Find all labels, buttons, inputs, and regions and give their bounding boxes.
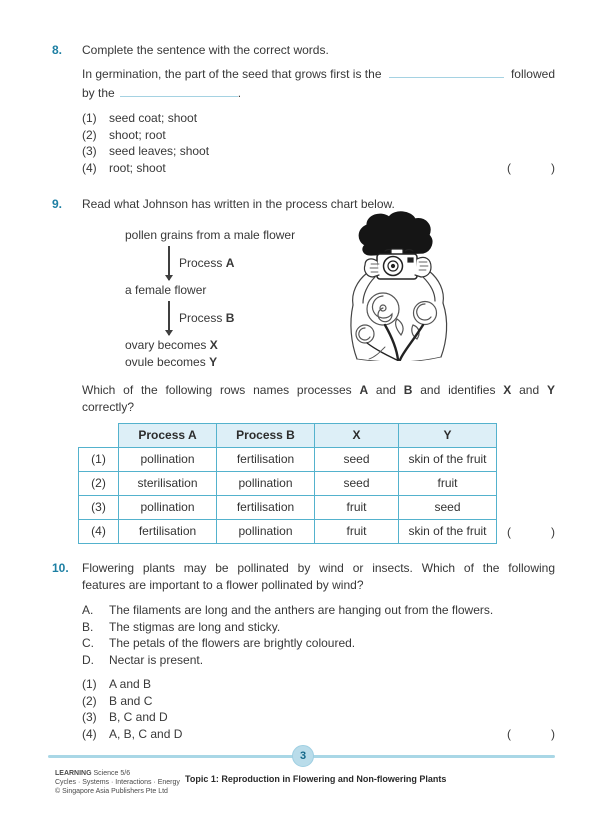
option-label: (1) [82, 677, 97, 691]
statement-text: Nectar is present. [109, 652, 204, 667]
option-row [82, 110, 555, 127]
copyright: © Singapore Asia Publishers Pte Ltd [55, 788, 168, 795]
cell-x: seed [315, 448, 399, 472]
col-header-process-b: Process B [217, 424, 315, 448]
option-row [82, 726, 555, 743]
question-10-prompt-line-2: features are important to a flower pollinated by wind? [82, 578, 364, 592]
option-label: (2) [82, 127, 97, 142]
option-text: A, B, C and D [109, 726, 183, 741]
cell-y: fruit [399, 472, 497, 496]
option-text: seed leaves; shoot [109, 144, 210, 158]
camera [377, 249, 417, 279]
option-row [82, 709, 555, 726]
page-content [52, 42, 555, 742]
question-8-sentence [82, 66, 555, 102]
col-header-process-a: Process A [119, 424, 217, 448]
option-label: (3) [82, 710, 97, 724]
option-row [82, 693, 555, 710]
question-8-number: 8. [52, 43, 63, 57]
statement-text: The petals of the flowers are brightly coloured. [109, 636, 356, 650]
cell-y: skin of the fruit [399, 520, 497, 544]
sentence-part3: by the [82, 86, 115, 100]
option-text: A and B [109, 677, 152, 691]
question-8-prompt: Complete the sentence with the correct words. [82, 43, 329, 57]
table-row [79, 448, 497, 472]
question-8-options [82, 110, 555, 176]
sentence-part1: In germination, the part of the seed that grows first is the [82, 67, 382, 81]
down-arrow-icon [168, 301, 170, 335]
question-10 [52, 560, 555, 742]
cell-process-a: fertilisation [119, 520, 217, 544]
question-9-line-2: correctly? [82, 400, 135, 414]
question-9-number: 9. [52, 197, 63, 211]
question-9-line-1: Which of the following rows names processes A and B and identifies X and Y [82, 383, 555, 397]
cell-process-a: sterilisation [119, 472, 217, 496]
flow-result-y: ovule becomes Y [125, 355, 218, 369]
row-number: (3) [79, 496, 119, 520]
question-10-options [82, 676, 555, 742]
series-title: LEARNING Science 5/6 [55, 770, 131, 777]
option-label: (3) [82, 144, 97, 158]
option-label: (4) [82, 160, 97, 175]
flow-step-1: pollen grains from a male flower [125, 228, 296, 242]
answer-table [78, 423, 497, 544]
option-text: B and C [109, 693, 153, 708]
option-text: B, C and D [109, 710, 168, 724]
option-text: seed coat; shoot [109, 111, 198, 125]
option-label: (2) [82, 693, 97, 708]
cell-x: fruit [315, 520, 399, 544]
answer-bracket[interactable]: ( ) [507, 160, 555, 175]
table-header-row [79, 424, 497, 448]
question-8-body [82, 42, 555, 176]
statement-label: B. [82, 619, 94, 634]
question-10-number: 10. [52, 561, 69, 575]
sentence-line-2 [82, 83, 555, 102]
question-9-body [82, 196, 555, 544]
statement-label: D. [82, 652, 94, 667]
flow-result-x: ovary becomes X [125, 338, 218, 352]
flow-step-2: a female flower [125, 283, 207, 297]
process-b-label: Process B [179, 310, 235, 325]
option-row [82, 127, 555, 144]
option-row [82, 143, 555, 160]
option-row [82, 160, 555, 177]
statement-row [82, 635, 555, 652]
footer-publisher-block [55, 769, 180, 796]
row-number: (1) [79, 448, 119, 472]
cell-y: skin of the fruit [399, 448, 497, 472]
statement-text: The stigmas are long and sticky. [109, 619, 281, 634]
sentence-part2: followed [510, 67, 555, 81]
row-number: (2) [79, 472, 119, 496]
footer-topic: Topic 1: Reproduction in Flowering and Non-flowering Plants [185, 774, 447, 784]
table-row [79, 520, 497, 544]
statement-label: C. [82, 636, 94, 650]
cell-x: fruit [315, 496, 399, 520]
cell-process-a: pollination [119, 448, 217, 472]
series-tagline: Cycles · Systems · Interactions · Energy [55, 779, 180, 786]
question-10-prompt-line-1: Flowering plants may be pollinated by wind or insects. Which of the following [82, 561, 555, 575]
option-row [82, 676, 555, 693]
answer-blank-1[interactable] [389, 66, 504, 78]
row-number: (4) [79, 520, 119, 544]
cell-process-b: pollination [217, 520, 315, 544]
cell-y: seed [399, 496, 497, 520]
question-8 [52, 42, 555, 176]
table-corner-cell [79, 424, 119, 448]
process-a-label: Process A [179, 255, 235, 270]
option-label: (4) [82, 726, 97, 741]
answer-table-wrap [82, 423, 555, 544]
question-9-prompt: Read what Johnson has written in the process chart below. [82, 197, 395, 211]
cell-process-b: pollination [217, 472, 315, 496]
col-header-y: Y [399, 424, 497, 448]
cell-process-a: pollination [119, 496, 217, 520]
option-text: shoot; root [109, 127, 166, 142]
cell-x: seed [315, 472, 399, 496]
question-9-question [82, 382, 555, 416]
table-row [79, 496, 497, 520]
down-arrow-icon [168, 246, 170, 280]
table-row [79, 472, 497, 496]
boy-photographing-flowers-illustration [335, 211, 467, 361]
cell-process-b: fertilisation [217, 448, 315, 472]
answer-bracket[interactable]: ( ) [507, 726, 555, 741]
sentence-line-1 [82, 66, 555, 83]
page-number-badge: 3 [292, 745, 314, 767]
answer-bracket[interactable]: ( ) [507, 525, 555, 539]
sentence-period: . [237, 86, 242, 100]
statement-label: A. [82, 603, 94, 617]
question-10-body [82, 560, 555, 742]
statement-row [82, 619, 555, 636]
option-label: (1) [82, 111, 97, 125]
statement-row [82, 602, 555, 619]
col-header-x: X [315, 424, 399, 448]
option-text: root; shoot [109, 160, 166, 175]
cell-process-b: fertilisation [217, 496, 315, 520]
question-10-statements [82, 602, 555, 668]
roses [356, 293, 437, 343]
answer-blank-2[interactable] [120, 83, 238, 97]
statement-row [82, 652, 555, 669]
question-9 [52, 196, 555, 544]
statement-text: The filaments are long and the anthers are hanging out from the flowers. [109, 603, 494, 617]
